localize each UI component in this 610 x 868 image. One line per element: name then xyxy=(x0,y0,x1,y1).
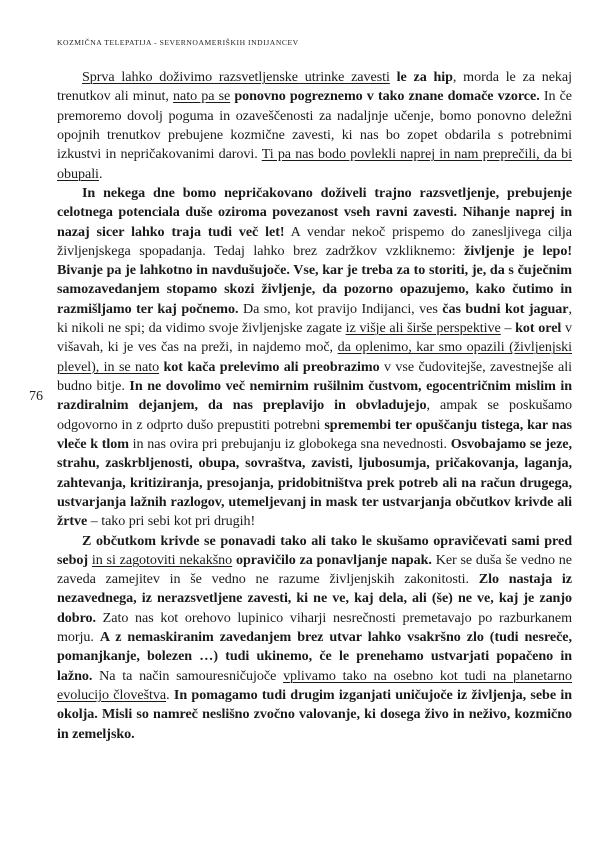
bold-text: opravičilo za ponavljanje napak. xyxy=(235,551,432,568)
underlined-text: in si zagotoviti nekakšno xyxy=(91,551,233,568)
page-number: 76 xyxy=(29,389,43,404)
underlined-text: iz višje ali širše perspektive xyxy=(345,320,501,337)
text-run: A vendar nekoč prispemo do zanesljivega cilja življenjskega spopadanja. Tedaj lahko brez zadržkov vzkliknemo: xyxy=(57,223,572,259)
underlined-text: Ti pa nas bodo povlekli naprej in nam preprečili, da bi obupali xyxy=(57,146,572,182)
text-run: – tako pri sebi kot pri drugih! xyxy=(87,513,256,530)
bold-text: In nekega dne bomo nepričakovano doživeli trajno razsvetljenje, prebujenje celotnega potenciala duše oziroma povezanost vseh ravni zavesti. Nihanje naprej in nazaj sicer lahko traja tudi več let! xyxy=(57,184,572,240)
text-run: . xyxy=(98,165,103,182)
text-run: , morda le za nekaj trenutkov ali minut, xyxy=(57,69,572,105)
text-run: Ker se duša še vedno ne zaveda zamejitev in še vedno ne razume življenjskih zakonitosti. xyxy=(57,551,572,588)
bold-text: le za hip xyxy=(396,69,453,85)
bold-text: spremembi ter opuščanju tistega, kar nas vleče k tlom xyxy=(57,416,572,452)
bold-text: kot orel xyxy=(515,320,562,337)
text-run: Na ta način samouresničujoče xyxy=(92,667,284,684)
bold-text: Zlo nastaja iz nezavednega, iz nerazsvetljene zavesti, ki ne ve, kaj dela, ali (še) ne ve, kaj je zanjo dobro. xyxy=(57,571,573,626)
running-head: KOZMIČNA TELEPATIJA - SEVERNOAMERIŠKIH INDIJANCEV xyxy=(57,38,299,47)
text-run: Da smo, kot pravijo Indijanci, ves xyxy=(238,300,443,317)
bold-text: A z nemaskiranim zavedanjem brez utvar lahko vsakršno zlo (tudi nesreče, pomanjkanje, bolezen …) tudi ukinemo, če le prenehamo ustvarjati popačeno in lažno. xyxy=(57,629,572,684)
text-run: , ki nikoli ne spi; da vidimo svoje življenjske zagate xyxy=(57,300,572,337)
bold-text: In ne dovolimo več nemirnim rušilnim čustvom, egocentričnim mislim in razdiralnim dejanjem, da nas preplavijo in obvladujejo xyxy=(57,378,572,414)
bold-text: In pomagamo tudi drugim izganjati uničujoče iz življenja, sebe in okolja. Misli so namreč neslišno zvočno valovanje, ki dosega živo in neživo, kozmično in zemeljsko. xyxy=(57,687,573,742)
underlined-text: da oplenimo, kar smo opazili (življenjski plevel), in se nato xyxy=(57,339,572,375)
underlined-text: nato pa se xyxy=(173,88,231,105)
bold-text: življenje je lepo! Bivanje pa je lahkotno in navdušujoče. Vse, kar je treba za to storiti, je, da s čuječnim samozavedanjem stopamo skozi življenje, da pozorno opazujemo, kako čutimo in razmišljamo ter kaj počnemo. xyxy=(57,242,572,317)
underlined-text: vplivamo tako na osebno kot tudi na planetarno evolucijo človeštva xyxy=(57,667,572,703)
text-run: In če premoremo dovolj poguma in ozaveščenosti za nadaljnje učenje, bomo ponovno deležni opojnih trenutkov prebujene kozmične zavesti, ki nas bo zopet obdarila s potrebnimi izkustvi in nepričakovanimi darovi. xyxy=(57,88,573,163)
text-run: Zato nas kot orehovo lupinico viharji nesrečnosti premetavajo po razburkanem morju. xyxy=(57,609,572,646)
text-run: – xyxy=(500,320,516,337)
bold-text: Osvobajamo se jeze, strahu, zaskrbljenosti, obupa, sovraštva, zavisti, ljubosumja, pričakovanja, laganja, zahtevanja, kritiziranja, presojanja, pridobitništva prek potreb ali na račun drugega, ustvarjanja lažnih razlogov, utemeljevanj in mask ter ustvarjanja občutkov krivde ali žrtve xyxy=(57,435,572,530)
paragraph xyxy=(57,532,572,744)
text-run: v vse čudovitejše, zavestnejše ali budno bitje. xyxy=(57,358,572,394)
text-run: . xyxy=(166,687,174,703)
text-run: in nas ovira pri prebujanju iz globokega sna nevednosti. xyxy=(128,435,451,452)
bold-text: kot kača prelevimo ali preobrazimo xyxy=(163,358,380,375)
bold-text: čas budni kot jaguar xyxy=(442,300,569,317)
bold-text: Z občutkom krivde se ponavadi tako ali tako le skušamo opravičevati sami pred seboj xyxy=(57,532,572,568)
paragraph xyxy=(57,68,572,184)
bold-text: ponovno pogreznemo v tako znane domače vzorce. xyxy=(234,88,540,105)
text-run xyxy=(390,69,397,85)
underlined-text: Sprva lahko doživimo razsvetljenske utrinke zavesti xyxy=(82,69,390,85)
text-run: v višavah, ki je ves čas na preži, in najdemo moč, xyxy=(57,320,572,356)
body-text xyxy=(57,68,572,744)
paragraph xyxy=(57,184,572,532)
text-run: , ampak se poskušamo odgovorno in z odprto dušo prepustiti potrebni xyxy=(57,397,573,433)
